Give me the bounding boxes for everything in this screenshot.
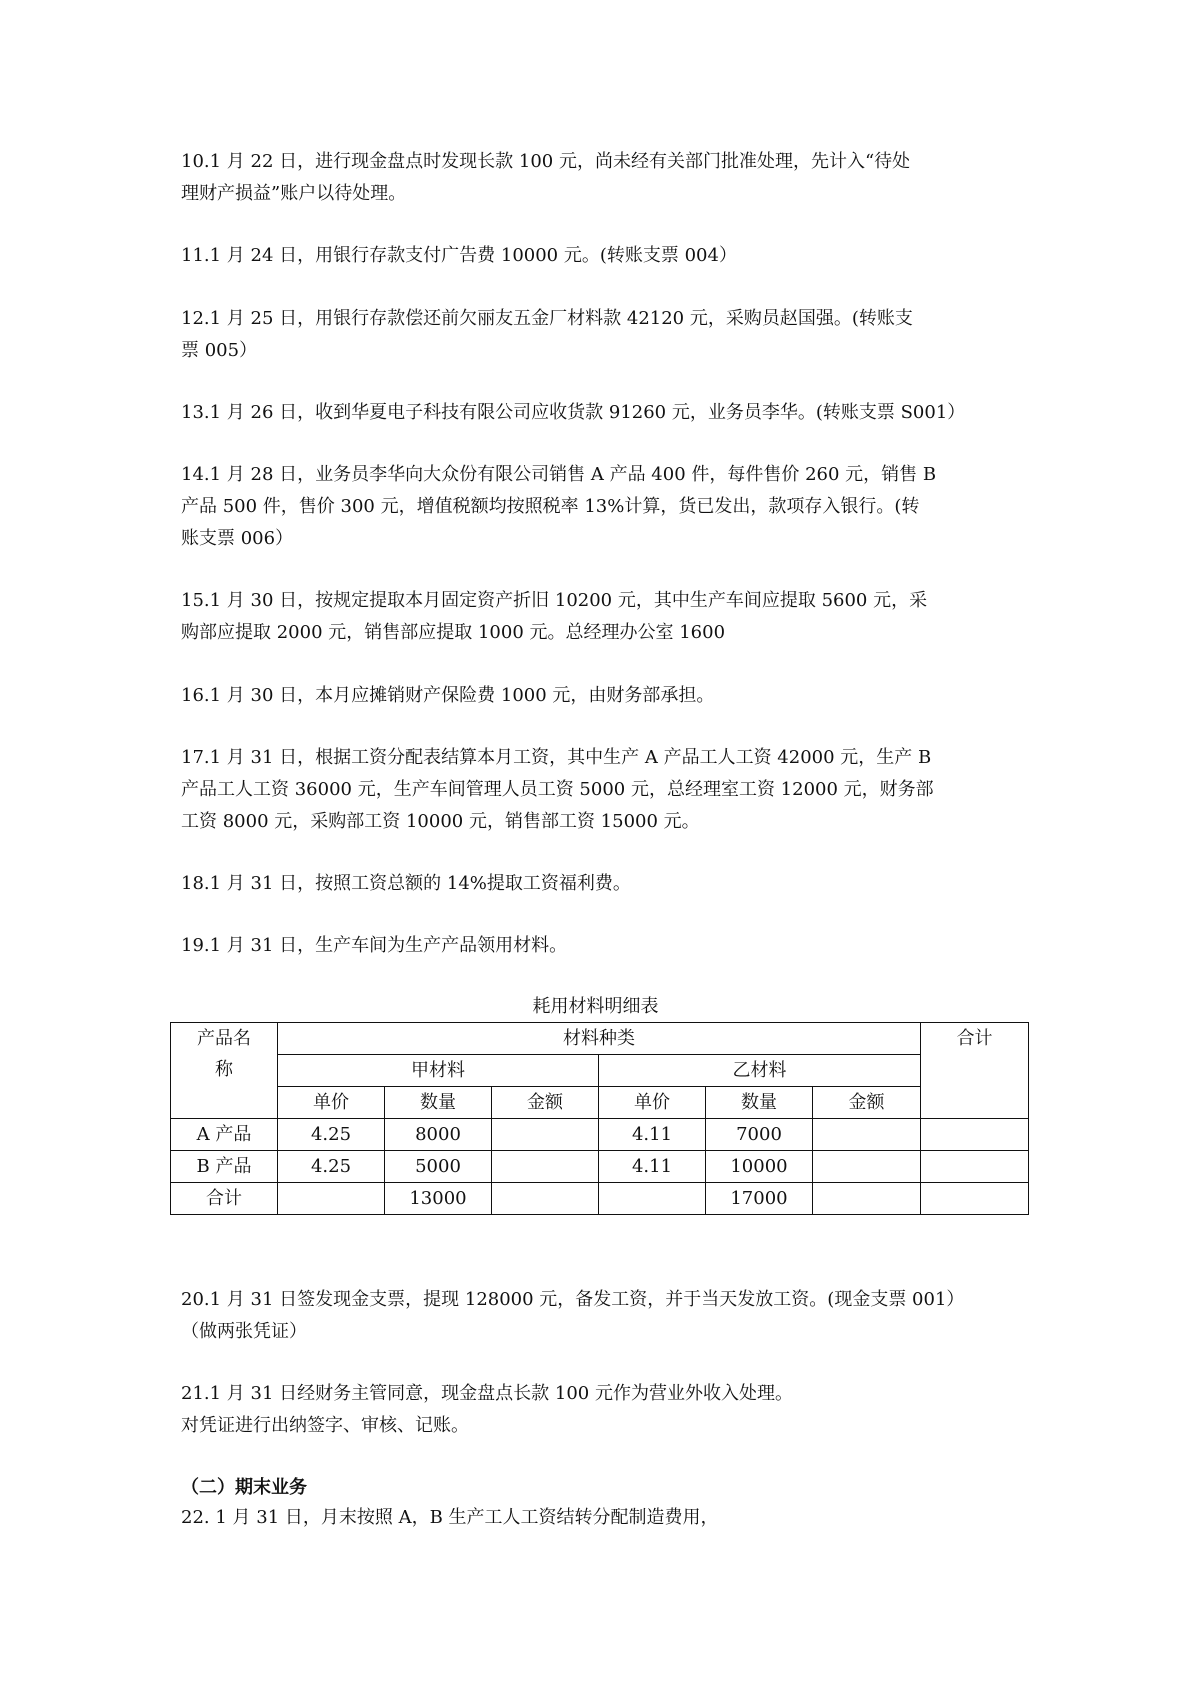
a-amount-cell — [492, 1151, 599, 1183]
item-21 — [181, 1378, 1021, 1442]
row-label: 合计 — [171, 1183, 278, 1215]
row-label: A 产品 — [171, 1119, 278, 1151]
b-qty-cell: 17000 — [706, 1183, 813, 1215]
item-line: 票 005） — [181, 340, 258, 361]
b-qty-cell: 7000 — [706, 1119, 813, 1151]
materials-table — [170, 1022, 1029, 1215]
a-qty-cell: 5000 — [385, 1151, 492, 1183]
header-material-b: 乙材料 — [599, 1055, 921, 1087]
b-qty-cell: 10000 — [706, 1151, 813, 1183]
item-line: 17.1 月 31 日，根据工资分配表结算本月工资，其中生产 A 产品工人工资 42000 元，生产 B — [181, 747, 932, 768]
b-price-cell — [599, 1183, 706, 1215]
item-18 — [181, 868, 1021, 900]
table-row — [171, 1183, 1029, 1215]
item-line: 10.1 月 22 日，进行现金盘点时发现长款 100 元，尚未经有关部门批准处理，先计入“待处 — [181, 151, 911, 172]
item-14 — [181, 459, 1021, 555]
a-price-cell: 4.25 — [278, 1151, 385, 1183]
item-line: 购部应提取 2000 元，销售部应提取 1000 元。总经理办公室 1600 — [181, 622, 726, 643]
header-product-line: 称 — [215, 1059, 233, 1080]
item-line: 14.1 月 28 日，业务员李华向大众份有限公司销售 A 产品 400 件，每件售价 260 元，销售 B — [181, 464, 937, 485]
item-line: 工资 8000 元，采购部工资 10000 元，销售部工资 15000 元。 — [181, 811, 700, 832]
header-b-price: 单价 — [599, 1087, 706, 1119]
item-line: 21.1 月 31 日经财务主管同意，现金盘点长款 100 元作为营业外收入处理。 — [181, 1383, 793, 1404]
header-material-a: 甲材料 — [278, 1055, 599, 1087]
header-a-qty: 数量 — [385, 1087, 492, 1119]
item-10 — [181, 146, 1021, 210]
item-line: 产品 500 件，售价 300 元，增值税额均按照税率 13%计算，货已发出，款项存入银行。(转 — [181, 496, 920, 517]
item-line: 20.1 月 31 日签发现金支票，提现 128000 元，备发工资，并于当天发放工资。(现金支票 001） — [181, 1289, 965, 1310]
item-line: 12.1 月 25 日，用银行存款偿还前欠丽友五金厂材料款 42120 元，采购员赵国强。(转账支 — [181, 308, 913, 329]
item-line: 18.1 月 31 日，按照工资总额的 14%提取工资福利费。 — [181, 873, 631, 894]
a-qty-cell: 13000 — [385, 1183, 492, 1215]
a-amount-cell — [492, 1183, 599, 1215]
item-line: 理财产损益”账户以待处理。 — [181, 183, 407, 204]
item-15 — [181, 585, 1021, 649]
a-amount-cell — [492, 1119, 599, 1151]
header-total: 合计 — [921, 1023, 1029, 1119]
header-product-name — [171, 1023, 278, 1119]
a-price-cell — [278, 1183, 385, 1215]
item-19 — [181, 930, 1021, 962]
item-11 — [181, 240, 1021, 272]
section-heading — [181, 1472, 1021, 1504]
item-line: （做两张凭证） — [181, 1321, 307, 1342]
item-line: 15.1 月 30 日，按规定提取本月固定资产折旧 10200 元，其中生产车间应提取 5600 元，采 — [181, 590, 928, 611]
item-line: 产品工人工资 36000 元，生产车间管理人员工资 5000 元，总经理室工资 12000 元，财务部 — [181, 779, 934, 800]
b-price-cell: 4.11 — [599, 1119, 706, 1151]
item-line: 13.1 月 26 日，收到华夏电子科技有限公司应收货款 91260 元，业务员李华。(转账支票 S001） — [181, 402, 966, 423]
item-20 — [181, 1284, 1021, 1348]
item-22 — [181, 1502, 1021, 1534]
item-16 — [181, 680, 1021, 712]
table-row — [171, 1151, 1029, 1183]
header-product-line: 产品名 — [197, 1028, 251, 1049]
table-caption: 耗用材料明细表 — [532, 996, 659, 1017]
header-b-qty: 数量 — [706, 1087, 813, 1119]
item-line: 16.1 月 30 日，本月应摊销财产保险费 1000 元，由财务部承担。 — [181, 685, 715, 706]
total-cell — [921, 1183, 1029, 1215]
b-amount-cell — [813, 1183, 921, 1215]
a-price-cell: 4.25 — [278, 1119, 385, 1151]
item-17 — [181, 742, 1021, 838]
table-row — [171, 1119, 1029, 1151]
item-line: 22. 1 月 31 日，月末按照 A，B 生产工人工资结转分配制造费用， — [181, 1507, 719, 1528]
item-13 — [181, 397, 1021, 429]
item-line: 账支票 006） — [181, 528, 294, 549]
b-amount-cell — [813, 1119, 921, 1151]
section-title: （二）期末业务 — [181, 1477, 307, 1498]
header-a-price: 单价 — [278, 1087, 385, 1119]
header-material-category: 材料种类 — [278, 1023, 921, 1055]
row-label: B 产品 — [171, 1151, 278, 1183]
item-line: 对凭证进行出纳签字、审核、记账。 — [181, 1415, 469, 1436]
total-cell — [921, 1119, 1029, 1151]
total-cell — [921, 1151, 1029, 1183]
a-qty-cell: 8000 — [385, 1119, 492, 1151]
header-b-amount: 金额 — [813, 1087, 921, 1119]
b-amount-cell — [813, 1151, 921, 1183]
item-line: 19.1 月 31 日，生产车间为生产产品领用材料。 — [181, 935, 568, 956]
header-a-amount: 金额 — [492, 1087, 599, 1119]
b-price-cell: 4.11 — [599, 1151, 706, 1183]
item-line: 11.1 月 24 日，用银行存款支付广告费 10000 元。(转账支票 004） — [181, 245, 737, 266]
item-12 — [181, 303, 1021, 367]
